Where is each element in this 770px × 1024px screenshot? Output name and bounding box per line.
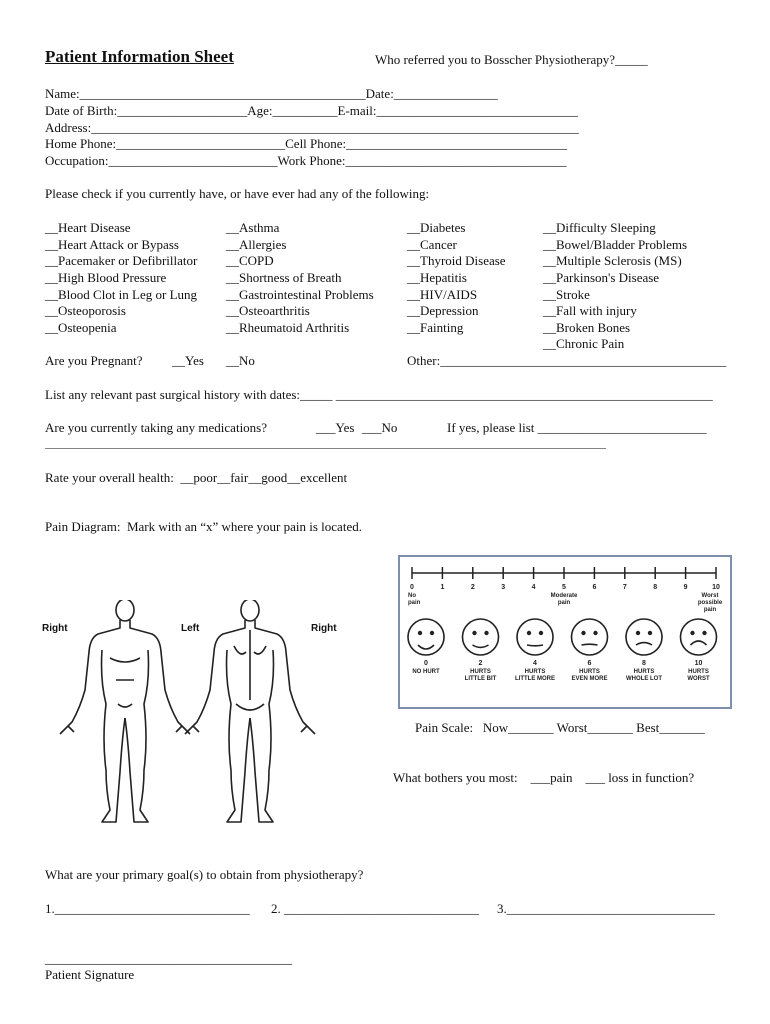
face-label: HURTS LITTLE MORE — [515, 669, 555, 682]
left-label: Left — [181, 623, 200, 634]
condition-checkbox[interactable]: __Parkinson's Disease — [543, 270, 660, 285]
pregnant-yes-option[interactable]: __Yes — [172, 353, 204, 368]
face-number: 8 — [642, 660, 646, 667]
right-label: Right — [42, 623, 68, 634]
medications-no-option[interactable]: ___No — [362, 420, 398, 435]
condition-checkbox[interactable]: __Multiple Sclerosis (MS) — [543, 253, 682, 268]
worst-pain-label: Worst possible pain — [697, 593, 723, 613]
goals-question: What are your primary goal(s) to obtain from physiotherapy? — [45, 867, 364, 882]
body-outline-icon — [40, 600, 340, 830]
pregnant-no-option[interactable]: __No — [226, 353, 255, 368]
condition-checkbox[interactable]: __Thyroid Disease — [407, 253, 506, 268]
condition-checkbox[interactable]: __Allergies — [226, 237, 287, 252]
pain-scale-image — [398, 555, 732, 709]
face-icon — [463, 619, 499, 655]
face-eye — [418, 631, 422, 635]
condition-checkbox[interactable]: __COPD — [226, 253, 274, 268]
face-label: HURTS WORST — [687, 669, 710, 682]
face-number: 6 — [587, 660, 592, 667]
phone-field[interactable]: Home Phone:__________________________Cell Phone:__________________________________ — [45, 136, 568, 151]
dob-age-email-field[interactable]: Date of Birth:____________________Age:__________E-mail:_______________________________ — [45, 103, 578, 118]
face-icon — [681, 619, 717, 655]
overall-health-rating[interactable]: Rate your overall health: __poor__fair__good__excellent — [45, 470, 348, 485]
condition-checkbox[interactable]: __Fainting — [407, 320, 464, 335]
face-eye — [484, 631, 488, 635]
condition-checkbox[interactable]: __Pacemaker or Defibrillator — [45, 253, 198, 268]
face-eye — [702, 631, 706, 635]
condition-checkbox[interactable]: __Cancer — [407, 237, 457, 252]
condition-checkbox[interactable]: __Asthma — [226, 220, 280, 235]
medications-line[interactable]: ______________________________________________________________________________________________________ — [45, 438, 606, 450]
face-eye — [539, 631, 543, 635]
face-icon — [572, 619, 608, 655]
condition-checkbox[interactable]: __Stroke — [543, 287, 590, 302]
conditions-prompt: Please check if you currently have, or have ever had any of the following: — [45, 186, 430, 201]
condition-checkbox[interactable]: __Gastrointestinal Problems — [226, 287, 374, 302]
face-label: NO HURT — [412, 669, 440, 675]
face-label: HURTS EVEN MORE — [571, 669, 608, 682]
face-label: HURTS WHOLE LOT — [626, 669, 662, 682]
face-number: 10 — [694, 660, 703, 667]
bothers-most-question[interactable]: What bothers you most: ___pain ___ loss in function? — [393, 770, 695, 785]
face-eye — [527, 631, 531, 635]
face-eye — [648, 631, 652, 635]
scale-tick-label: 10 — [712, 584, 720, 591]
scale-tick-label: 1 — [440, 584, 445, 591]
condition-checkbox[interactable]: __Broken Bones — [543, 320, 631, 335]
goal-1-field[interactable]: 1.______________________________ — [45, 901, 250, 916]
face-eye — [430, 631, 434, 635]
pain-scale-graphic — [400, 557, 730, 707]
scale-tick-label: 6 — [592, 584, 597, 591]
condition-checkbox[interactable]: __Chronic Pain — [543, 336, 625, 351]
face-eye — [472, 631, 476, 635]
condition-checkbox[interactable]: __Fall with injury — [543, 303, 637, 318]
moderate-pain-label: Moderate pain — [550, 593, 578, 606]
condition-checkbox[interactable]: __Heart Disease — [45, 220, 131, 235]
scale-tick-label: 2 — [470, 584, 475, 591]
face-eye — [581, 631, 585, 635]
medications-list-field[interactable]: If yes, please list __________________________ — [447, 420, 707, 435]
surgical-history-field[interactable]: List any relevant past surgical history with dates:_____ __________________________________________________________ — [45, 387, 713, 402]
scale-tick-label: 8 — [653, 584, 658, 591]
face-label: HURTS LITTLE BIT — [464, 669, 497, 682]
face-mouth — [527, 645, 543, 646]
no-pain-label: No pain — [408, 593, 421, 606]
face-number: 0 — [424, 660, 428, 667]
scale-tick-label: 4 — [531, 584, 536, 591]
name-date-field[interactable]: Name:____________________________________________Date:________________ — [45, 86, 498, 101]
condition-checkbox[interactable]: __Difficulty Sleeping — [543, 220, 656, 235]
signature-line[interactable]: ______________________________________ — [45, 951, 292, 966]
condition-checkbox[interactable]: __Depression — [407, 303, 479, 318]
other-field[interactable]: Other:____________________________________________ — [407, 353, 727, 368]
condition-checkbox[interactable]: __Osteopenia — [45, 320, 117, 335]
condition-checkbox[interactable]: __Bowel/Bladder Problems — [543, 237, 688, 252]
signature-label: Patient Signature — [45, 967, 135, 982]
condition-checkbox[interactable]: __Diabetes — [407, 220, 466, 235]
face-number: 2 — [478, 660, 483, 667]
face-icon — [626, 619, 662, 655]
condition-checkbox[interactable]: __Shortness of Breath — [226, 270, 342, 285]
face-number: 4 — [533, 660, 537, 667]
condition-checkbox[interactable]: __Rheumatoid Arthritis — [226, 320, 350, 335]
referral-question[interactable]: Who referred you to Bosscher Physiotherapy?_____ — [375, 52, 648, 67]
condition-checkbox[interactable]: __Hepatitis — [407, 270, 467, 285]
scale-tick-label: 9 — [683, 584, 688, 591]
condition-checkbox[interactable]: __Blood Clot in Leg or Lung — [45, 287, 198, 302]
pain-diagram-instruction: Pain Diagram: Mark with an “x” where your pain is located. — [45, 519, 362, 534]
goal-3-field[interactable]: 3.________________________________ — [497, 901, 715, 916]
condition-checkbox[interactable]: __Osteoporosis — [45, 303, 126, 318]
occupation-field[interactable]: Occupation:__________________________Work Phone:__________________________________ — [45, 153, 567, 168]
medications-question: Are you currently taking any medications? — [45, 420, 268, 435]
page-title: Patient Information Sheet — [45, 47, 234, 66]
pregnant-question: Are you Pregnant? — [45, 353, 143, 368]
pain-scale-field[interactable]: Pain Scale: Now_______ Worst_______ Best_______ — [415, 720, 705, 735]
body-diagram[interactable] — [40, 600, 340, 830]
face-icon — [517, 619, 553, 655]
face-eye — [690, 631, 694, 635]
condition-checkbox[interactable]: __High Blood Pressure — [45, 270, 167, 285]
right-label: Right — [311, 623, 337, 634]
scale-tick-label: 7 — [622, 584, 627, 591]
address-field[interactable]: Address:___________________________________________________________________________ — [45, 120, 579, 135]
face-eye — [593, 631, 597, 635]
face-eye — [636, 631, 640, 635]
scale-tick-label: 0 — [410, 584, 414, 591]
goal-2-field[interactable]: 2. ______________________________ — [271, 901, 479, 916]
condition-checkbox[interactable]: __Heart Attack or Bypass — [45, 237, 179, 252]
condition-checkbox[interactable]: __HIV/AIDS — [407, 287, 478, 302]
medications-yes-option[interactable]: ___Yes — [316, 420, 355, 435]
face-mouth — [582, 644, 598, 645]
scale-tick-label: 5 — [562, 584, 566, 591]
condition-checkbox[interactable]: __Osteoarthritis — [226, 303, 310, 318]
scale-tick-label: 3 — [501, 584, 506, 591]
